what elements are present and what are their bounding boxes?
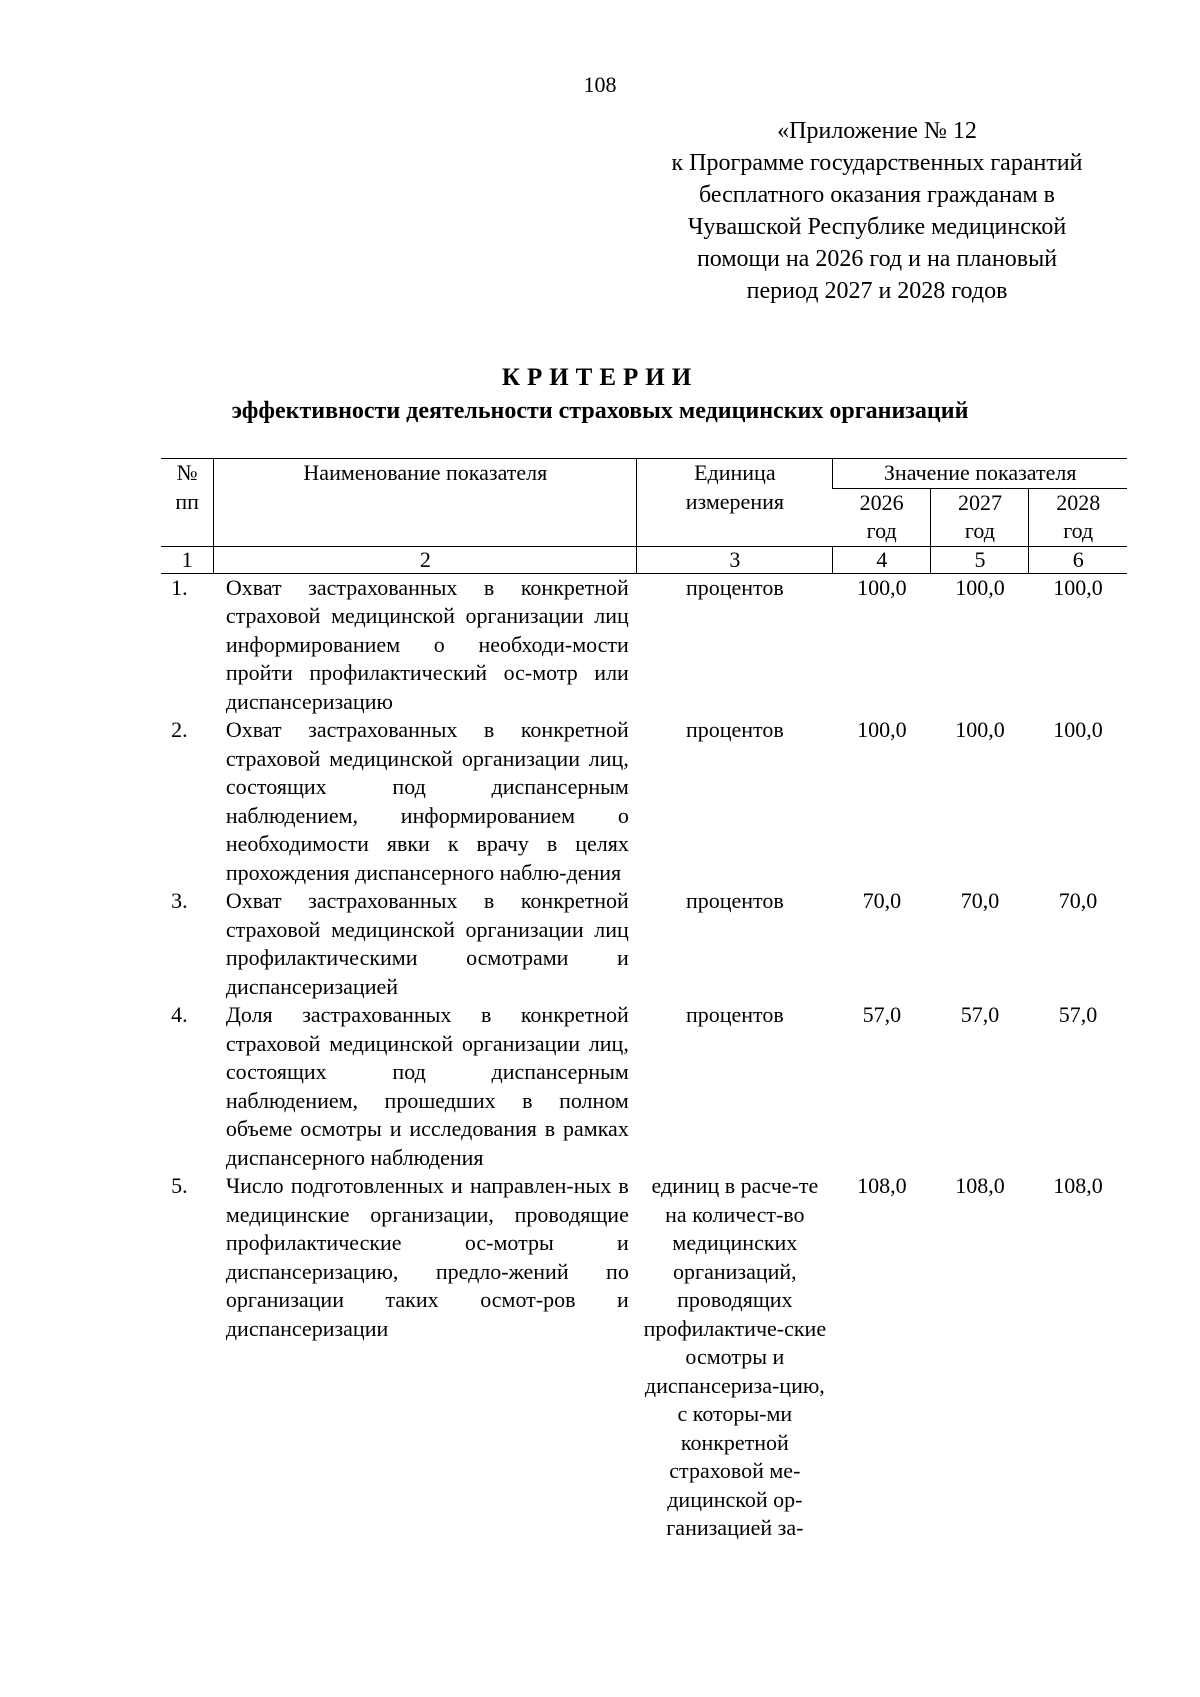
header-year-suffix: год: [1063, 518, 1094, 543]
table-row: [161, 1172, 1127, 1543]
value-2027: 108,0: [955, 1173, 1005, 1198]
value-2028: 100,0: [1053, 717, 1103, 742]
table-row: [161, 887, 1127, 1001]
header-unit: [637, 459, 833, 547]
value-2028: 70,0: [1058, 888, 1098, 913]
row-number: 1.: [171, 574, 188, 600]
header-unit-line2: измерения: [685, 488, 784, 514]
value-2026: 57,0: [862, 1002, 902, 1027]
row-number: 3.: [171, 888, 188, 913]
document-subtitle: эффективности деятельности страховых медицинских организаций: [231, 398, 969, 424]
header-year: [1029, 488, 1127, 546]
value-2026: 100,0: [857, 717, 907, 742]
value-2028: 57,0: [1058, 1002, 1098, 1027]
unit-of-measure: процентов: [685, 574, 784, 600]
indicator-name: Доля застрахованных в конкретной страховой медицинской организации лиц, состоящих под диспансерным наблюдением, прошедших в полном объеме осмотры и исследования в рамках диспансерного наблюдения: [225, 1002, 629, 1170]
value-2026: 100,0: [857, 574, 907, 600]
header-name: Наименование показателя: [214, 459, 637, 547]
value-2027: 70,0: [960, 888, 1000, 913]
header-year-number: 2026: [859, 489, 904, 515]
appendix-line: бесплатного оказания гражданам в: [699, 182, 1055, 208]
appendix-line: помощи на 2026 год и на плановый: [696, 246, 1058, 272]
unit-of-measure: процентов: [685, 888, 784, 913]
table-row: [161, 1001, 1127, 1172]
table-row: [161, 716, 1127, 887]
indicator-name: Охват застрахованных в конкретной страховой медицинской организации лиц профилактическими осмотрами и диспансеризацией: [225, 888, 629, 999]
appendix-line: Чувашской Республике медицинской: [687, 214, 1067, 240]
column-number: 2: [214, 546, 637, 573]
unit-of-measure: процентов: [685, 717, 784, 742]
value-2028: 100,0: [1053, 574, 1103, 600]
appendix-line: период 2027 и 2028 годов: [746, 278, 1008, 304]
unit-of-measure: процентов: [685, 1002, 784, 1027]
header-year-number: 2027: [957, 489, 1002, 515]
column-number: 6: [1029, 546, 1127, 573]
header-year: [833, 488, 931, 546]
header-num-line2: пп: [175, 488, 199, 514]
indicator-name: Число подготовленных и направлен-ных в медицинские организации, проводящие профилактические ос-мотры и диспансеризацию, предло-жений по организации таких осмот-ров и диспансеризации: [225, 1173, 629, 1341]
column-number: 5: [931, 546, 1029, 573]
header-value-group: Значение показателя: [833, 459, 1127, 489]
header-year-suffix: год: [866, 518, 897, 543]
header-num: [161, 459, 214, 547]
value-2027: 100,0: [955, 574, 1005, 600]
value-2028: 108,0: [1053, 1173, 1103, 1198]
page-number: 108: [583, 72, 617, 97]
unit-of-measure: единиц в расче-те на количест-во медицинских организаций, проводящих профилактиче-ские осмотры и диспансериза-цию, с которы-ми конкретной страховой ме-дицинской ор-ганизацией за-: [643, 1173, 827, 1540]
column-number: 3: [637, 546, 833, 573]
appendix-line: к Программе государственных гарантий: [671, 150, 1083, 176]
column-number: 4: [833, 546, 931, 573]
value-2026: 70,0: [862, 888, 902, 913]
row-number: 5.: [171, 1173, 188, 1198]
row-number: 2.: [171, 717, 188, 742]
header-num-line1: №: [176, 460, 198, 485]
header-year-suffix: год: [964, 518, 995, 543]
criteria-table: [161, 458, 1127, 1543]
document-title: КРИТЕРИИ: [501, 364, 699, 391]
appendix-heading: [627, 115, 1127, 307]
appendix-line: «Приложение № 12: [777, 118, 977, 144]
row-number: 4.: [171, 1002, 188, 1027]
value-2027: 57,0: [960, 1002, 1000, 1027]
value-2026: 108,0: [857, 1173, 907, 1198]
indicator-name: Охват застрахованных в конкретной страховой медицинской организации лиц информированием о необходи-мости пройти профилактический ос-мотр или диспансеризацию: [225, 574, 629, 714]
header-year-number: 2028: [1056, 489, 1101, 515]
indicator-name: Охват застрахованных в конкретной страховой медицинской организации лиц, состоящих под диспансерным наблюдением, информированием о необходимости явки к врачу в целях прохождения диспансерного наблю-дения: [225, 717, 629, 885]
header-year: [931, 488, 1029, 546]
header-unit-line1: Единица: [694, 460, 776, 485]
value-2027: 100,0: [955, 717, 1005, 742]
table-row: [161, 573, 1127, 716]
column-number: 1: [161, 546, 214, 573]
